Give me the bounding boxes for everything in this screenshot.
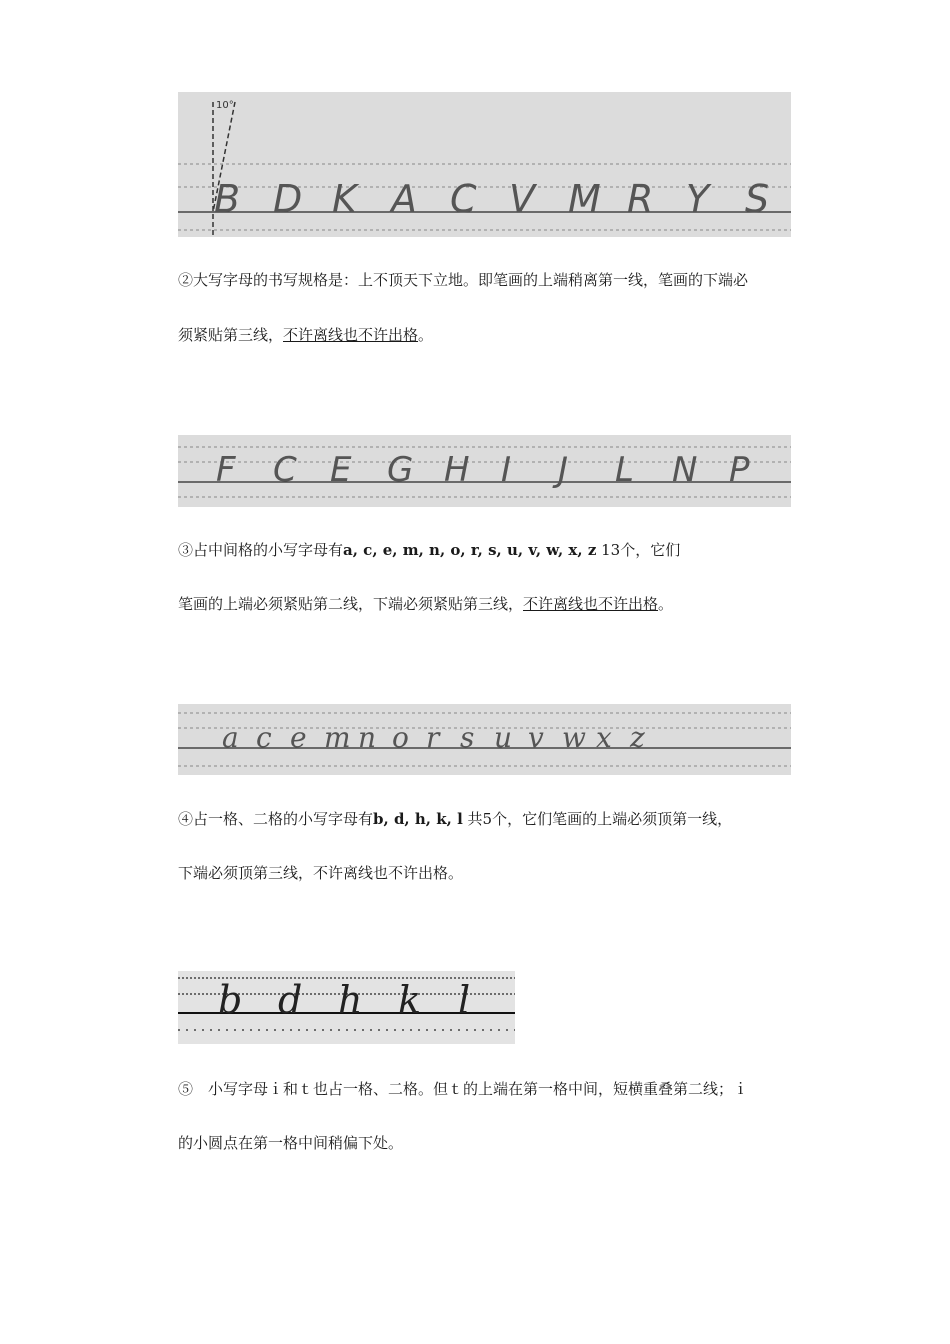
para3-line2-underlined: 不许离线也不许出格 xyxy=(523,595,659,613)
para2-line2-post: 。 xyxy=(418,326,434,344)
handwritten-letter-M: M xyxy=(568,177,601,221)
handwritten-letter-k: k xyxy=(398,978,422,1022)
paragraph-uppercase-rule xyxy=(178,272,838,288)
handwritten-letter-w: w xyxy=(562,721,586,754)
handwritten-letter-A: A xyxy=(391,177,417,221)
angle-label: 10° xyxy=(216,100,234,111)
handwritten-letter-K: K xyxy=(332,177,357,221)
handwritten-letter-o: o xyxy=(392,721,409,754)
paragraph-i-t-rule-line2 xyxy=(178,1135,838,1151)
handwritten-letter-e: e xyxy=(290,721,307,754)
handwritten-letter-d: d xyxy=(278,978,303,1022)
handwritten-letter-C: C xyxy=(273,450,297,490)
handwritten-letter-V: V xyxy=(509,177,535,221)
handwritten-letter-Y: Y xyxy=(686,177,710,221)
paragraph-tall-lowercase-rule xyxy=(178,811,838,827)
handwritten-letter-m: m xyxy=(324,721,351,754)
handwritten-letter-L: L xyxy=(615,450,634,490)
paragraph-uppercase-rule-line2 xyxy=(178,327,838,343)
uppercase-figure-2 xyxy=(178,435,791,507)
para3-line1-pre: ③占中间格的小写字母有 xyxy=(178,541,344,559)
handwritten-letter-z: z xyxy=(630,721,645,754)
handwritten-letter-G: G xyxy=(387,450,414,490)
para4-line2: 下端必须顶第三线，不许离线也不许出格。 xyxy=(178,864,464,882)
handwritten-letter-b: b xyxy=(218,978,243,1022)
uppercase-svg-2 xyxy=(178,435,791,507)
handwritten-letter-v: v xyxy=(528,721,544,754)
handwritten-letter-h: h xyxy=(338,978,363,1022)
paragraph-middle-lowercase-rule xyxy=(178,542,838,558)
handwritten-letter-P: P xyxy=(729,450,750,490)
para3-line1-letters: a, c, e, m, n, o, r, s, u, v, w, x, z xyxy=(343,541,597,559)
handwritten-letter-r: r xyxy=(426,721,440,754)
handwritten-letter-x: x xyxy=(596,721,612,754)
uppercase-slant-svg xyxy=(178,92,791,237)
lowercase-middle-figure xyxy=(178,704,791,775)
uppercase-slant-figure xyxy=(178,92,791,237)
handwritten-letter-N: N xyxy=(672,450,698,490)
para5-line1: ⑤ 小写字母ｉ和ｔ也占一格、二格。但ｔ的上端在第一格中间，短横重叠第二线；ｉ xyxy=(178,1080,749,1098)
handwritten-letter-l: l xyxy=(458,978,471,1022)
para4-line1-post: 共5个，它们笔画的上端必须顶第一线， xyxy=(462,810,733,828)
para2-line2-underlined: 不许离线也不许出格 xyxy=(283,326,419,344)
handwritten-letter-B: B xyxy=(214,177,241,221)
handwritten-letter-C: C xyxy=(450,177,477,221)
paragraph-tall-lowercase-rule-line2 xyxy=(178,865,838,881)
para3-line2-pre: 笔画的上端必须紧贴第二线，下端必须紧贴第三线， xyxy=(178,595,524,613)
para3-line2-post: 。 xyxy=(658,595,674,613)
handwritten-letter-s: s xyxy=(460,721,475,754)
handwritten-letter-R: R xyxy=(627,177,654,221)
lowercase-middle-svg xyxy=(178,704,791,775)
handwritten-letter-J: J xyxy=(558,450,569,490)
handwritten-letter-c: c xyxy=(256,721,272,754)
handwritten-letter-u: u xyxy=(494,721,513,754)
paragraph-i-t-rule xyxy=(178,1081,838,1097)
handwritten-letter-E: E xyxy=(330,450,352,490)
lowercase-tall-figure xyxy=(178,971,515,1044)
para5-line2: 的小圆点在第一格中间稍偏下处。 xyxy=(178,1134,404,1152)
para3-line1-post: 13个，它们 xyxy=(596,541,681,559)
handwritten-letter-F: F xyxy=(216,450,236,490)
lowercase-tall-svg xyxy=(178,971,515,1044)
para2-line1: ②大写字母的书写规格是：上不顶天下立地。即笔画的上端稍离第一线，笔画的下端必 xyxy=(178,271,749,289)
para4-line1-pre: ④占一格、二格的小写字母有 xyxy=(178,810,374,828)
para4-line1-letters: b, d, h, k, l xyxy=(373,810,463,828)
handwritten-letter-H: H xyxy=(444,450,470,490)
handwritten-letter-a: a xyxy=(222,721,239,754)
handwritten-letter-I: I xyxy=(501,450,512,490)
handwritten-letter-n: n xyxy=(358,721,377,754)
handwritten-letter-S: S xyxy=(745,177,770,221)
para2-line2-pre: 须紧贴第三线， xyxy=(178,326,284,344)
paragraph-middle-lowercase-rule-line2 xyxy=(178,596,838,612)
handwritten-letter-D: D xyxy=(273,177,303,221)
